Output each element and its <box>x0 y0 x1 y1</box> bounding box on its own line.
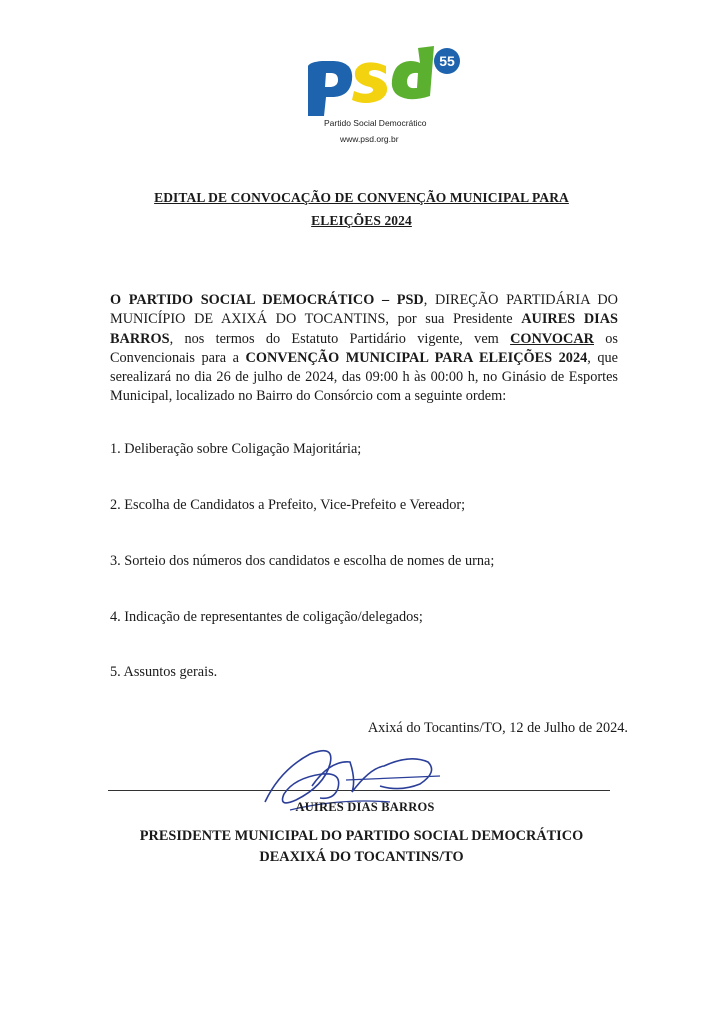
document-title-line1: EDITAL DE CONVOCAÇÃO DE CONVENÇÃO MUNICIPAL PARA <box>154 190 569 205</box>
logo-number: 55 <box>439 53 455 69</box>
logo-letter-p <box>308 61 352 116</box>
agenda-item: 3. Sorteio dos números dos candidatos e escolha de nomes de urna; <box>110 553 495 569</box>
intro-text-2: , nos termos do Estatuto Partidário vigente, vem <box>169 330 511 347</box>
logo-subtitle: Partido Social Democrático <box>324 118 427 128</box>
agenda-item: 1. Deliberação sobre Coligação Majoritária; <box>110 441 362 457</box>
logo-letter-s <box>352 62 387 103</box>
signer-role-line2: DEAXIXÁ DO TOCANTINS/TO <box>259 849 464 865</box>
event-name: CONVENÇÃO MUNICIPAL PARA ELEIÇÕES 2024 <box>245 349 588 366</box>
agenda-item: 2. Escolha de Candidatos a Prefeito, Vice-Prefeito e Vereador; <box>110 497 466 513</box>
signer-role-line1: PRESIDENTE MUNICIPAL DO PARTIDO SOCIAL DEMOCRÁTICO <box>139 828 584 844</box>
agenda-item: 4. Indicação de representantes de coligação/delegados; <box>110 609 423 625</box>
document-title-line2: ELEIÇÕES 2024 <box>311 213 412 228</box>
intro-text-4: , que serealizará no dia 26 de julho de 2024, das 09:00 h às 00:00 h, no Ginásio de Esportes Municipal, localizado no Bairro do Consórcio com a seguinte ordem: <box>110 349 619 405</box>
signer-name: AUIRES DIAS BARROS <box>295 800 435 814</box>
date-place: Axixá do Tocantins/TO, 12 de Julho de 2024. <box>367 720 628 736</box>
psd-logo-mark <box>300 44 470 124</box>
intro-text-3: os Convencionais para a <box>110 330 618 366</box>
president-name: AUIRES DIAS BARROS <box>110 311 619 347</box>
psd-logo <box>300 44 470 150</box>
intro-text-1: , DIREÇÃO PARTIDÁRIA DO MUNICÍPIO DE AXIXÁ DO TOCANTINS, por sua Presidente <box>110 292 618 328</box>
logo-letter-d <box>392 46 434 99</box>
agenda-item: 5. Assuntos gerais. <box>110 664 218 680</box>
convocar-word: CONVOCAR <box>510 330 594 347</box>
intro-paragraph <box>110 291 618 407</box>
party-name: O PARTIDO SOCIAL DEMOCRÁTICO – PSD <box>110 292 424 308</box>
logo-url: www.psd.org.br <box>340 134 399 144</box>
